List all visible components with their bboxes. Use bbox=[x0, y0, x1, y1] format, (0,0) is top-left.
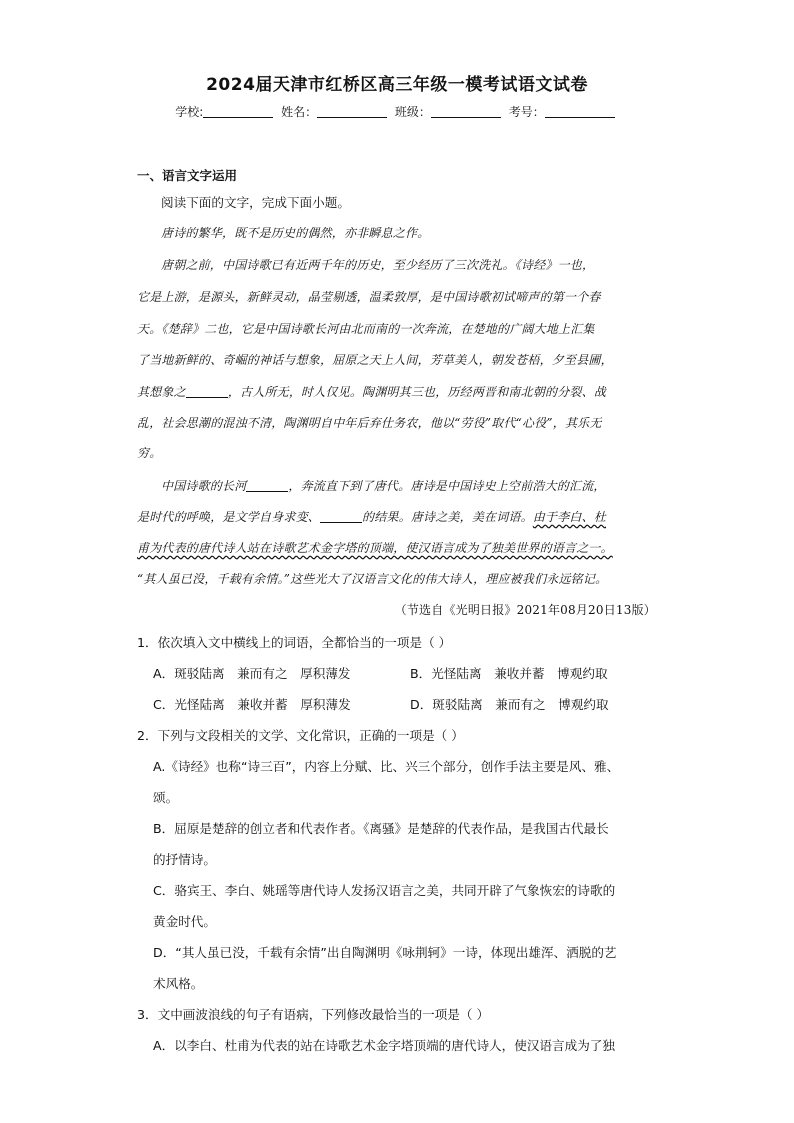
passage-line: 了当地新鲜的、奇崛的神话与想象，屈原之天上人间，芳草美人，朝发苍梧，夕至县圃， bbox=[137, 353, 613, 367]
question-1-option-a[interactable]: A．斑驳陆离 兼而有之 厚积薄发 bbox=[153, 666, 351, 681]
passage-line bbox=[137, 383, 606, 400]
passage-line: 唐朝之前，中国诗歌已有近两千年的历史，至少经历了三次洗礼。《诗经》一也， bbox=[161, 258, 595, 272]
question-1-option-b[interactable]: B．光怪陆离 兼收并蓄 博观约取 bbox=[410, 666, 608, 681]
passage-line: 唐诗的繁华，既不是历史的偶然，亦非瞬息之作。 bbox=[161, 226, 430, 240]
school-blank[interactable] bbox=[203, 105, 273, 118]
section-heading: 一、语言文字运用 bbox=[137, 168, 238, 183]
exam-no-blank[interactable] bbox=[545, 105, 615, 118]
passage-text: 中国诗歌的长河 bbox=[161, 479, 247, 493]
question-1-stem: 1．依次填入文中横线上的词语，全都恰当的一项是（ ） bbox=[137, 635, 452, 650]
question-2-stem: 2．下列与文段相关的文学、文化常识，正确的一项是（ ） bbox=[137, 728, 464, 743]
passage-text: 其想象之 bbox=[137, 385, 186, 399]
question-1-option-c[interactable]: C．光怪陆离 兼收并蓄 厚积薄发 bbox=[153, 697, 351, 712]
class-label: 班级： bbox=[394, 105, 431, 119]
question-2-option-b-cont: 的抒情诗。 bbox=[153, 852, 216, 867]
question-3-stem: 3．文中画波浪线的句子有语病，下列修改最恰当的一项是（ ） bbox=[137, 1007, 490, 1022]
fill-blank-3 bbox=[320, 510, 362, 523]
passage-text: ，奔流直下到了唐代。唐诗是中国诗史上空前浩大的汇流， bbox=[288, 479, 606, 493]
passage-line: 它是上游，是源头，新鲜灵动，晶莹剔透，温柔敦厚，是中国诗歌初试啼声的第一个春 bbox=[137, 290, 601, 304]
passage-line bbox=[161, 477, 606, 494]
class-blank[interactable] bbox=[431, 105, 501, 118]
wavy-underlined-sentence: 甫为代表的唐代诗人站在诗歌艺术金字塔的顶端，使汉语言成为了独美世界的语言之一。 bbox=[137, 541, 613, 555]
passage-line: 乱，社会思潮的混浊不清，陶渊明自中年后弃仕务农，他以“劳役”取代“心役”，其乐无 bbox=[137, 416, 602, 430]
name-label: 姓名： bbox=[281, 105, 318, 119]
question-2-option-d-cont: 术风格。 bbox=[153, 976, 204, 991]
question-3-option-a[interactable]: A．以李白、杜甫为代表的站在诗歌艺术金字塔顶端的唐代诗人，使汉语言成为了独 bbox=[153, 1038, 615, 1053]
fill-blank-1 bbox=[186, 385, 228, 398]
fill-blank-2 bbox=[246, 479, 288, 492]
exam-no-label: 考号： bbox=[508, 105, 545, 119]
question-2-option-c-cont: 黄金时代。 bbox=[153, 914, 216, 929]
name-blank[interactable] bbox=[317, 105, 387, 118]
passage-line bbox=[137, 508, 606, 525]
passage-line: 天。《楚辞》二也，它是中国诗歌长河由北而南的一次奔流，在楚地的广阔大地上汇集 bbox=[137, 322, 595, 336]
question-2-option-b[interactable]: B．屈原是楚辞的创立者和代表作者。《离骚》是楚辞的代表作品，是我国古代最长 bbox=[153, 821, 609, 836]
exam-title: 2024届天津市红桥区高三年级一模考试语文试卷 bbox=[206, 75, 588, 95]
passage-text: 是时代的呼唤，是文学自身求变、 bbox=[137, 510, 321, 524]
school-label: 学校: bbox=[175, 105, 204, 119]
passage-text: ，古人所无，时人仅见。陶渊明其三也，历经两晋和南北朝的分裂、战 bbox=[227, 385, 607, 399]
question-2-option-a[interactable]: A.《诗经》也称“诗三百”，内容上分赋、比、兴三个部分，创作手法主要是风、雅、 bbox=[153, 759, 620, 774]
passage-line: 穷。 bbox=[137, 446, 162, 460]
passage-text: 的结果。唐诗之美，美在词语。 bbox=[362, 510, 533, 524]
question-2-option-c[interactable]: C．骆宾王、李白、姚瑶等唐代诗人发扬汉语言之美，共同开辟了气象恢宏的诗歌的 bbox=[153, 883, 616, 898]
question-2-option-d[interactable]: D．“其人虽已没，千载有余情”出自陶渊明《咏荆轲》一诗，体现出雄浑、洒脱的艺 bbox=[153, 945, 617, 960]
question-2-option-a-cont: 颂。 bbox=[153, 790, 179, 805]
passage-source: （节选自《光明日报》2021年08月20日13版） bbox=[394, 603, 656, 617]
instruction-text: 阅读下面的文字，完成下面小题。 bbox=[161, 195, 350, 210]
student-info-row bbox=[0, 103, 794, 120]
question-1-option-d[interactable]: D．斑驳陆离 兼而有之 博观约取 bbox=[410, 697, 609, 712]
wavy-underlined-sentence: 由于李白、杜 bbox=[532, 510, 607, 524]
passage-line: “其人虽已没，千载有余情。”这些光大了汉语言文化的伟大诗人，理应被我们永远铭记。 bbox=[137, 572, 608, 586]
